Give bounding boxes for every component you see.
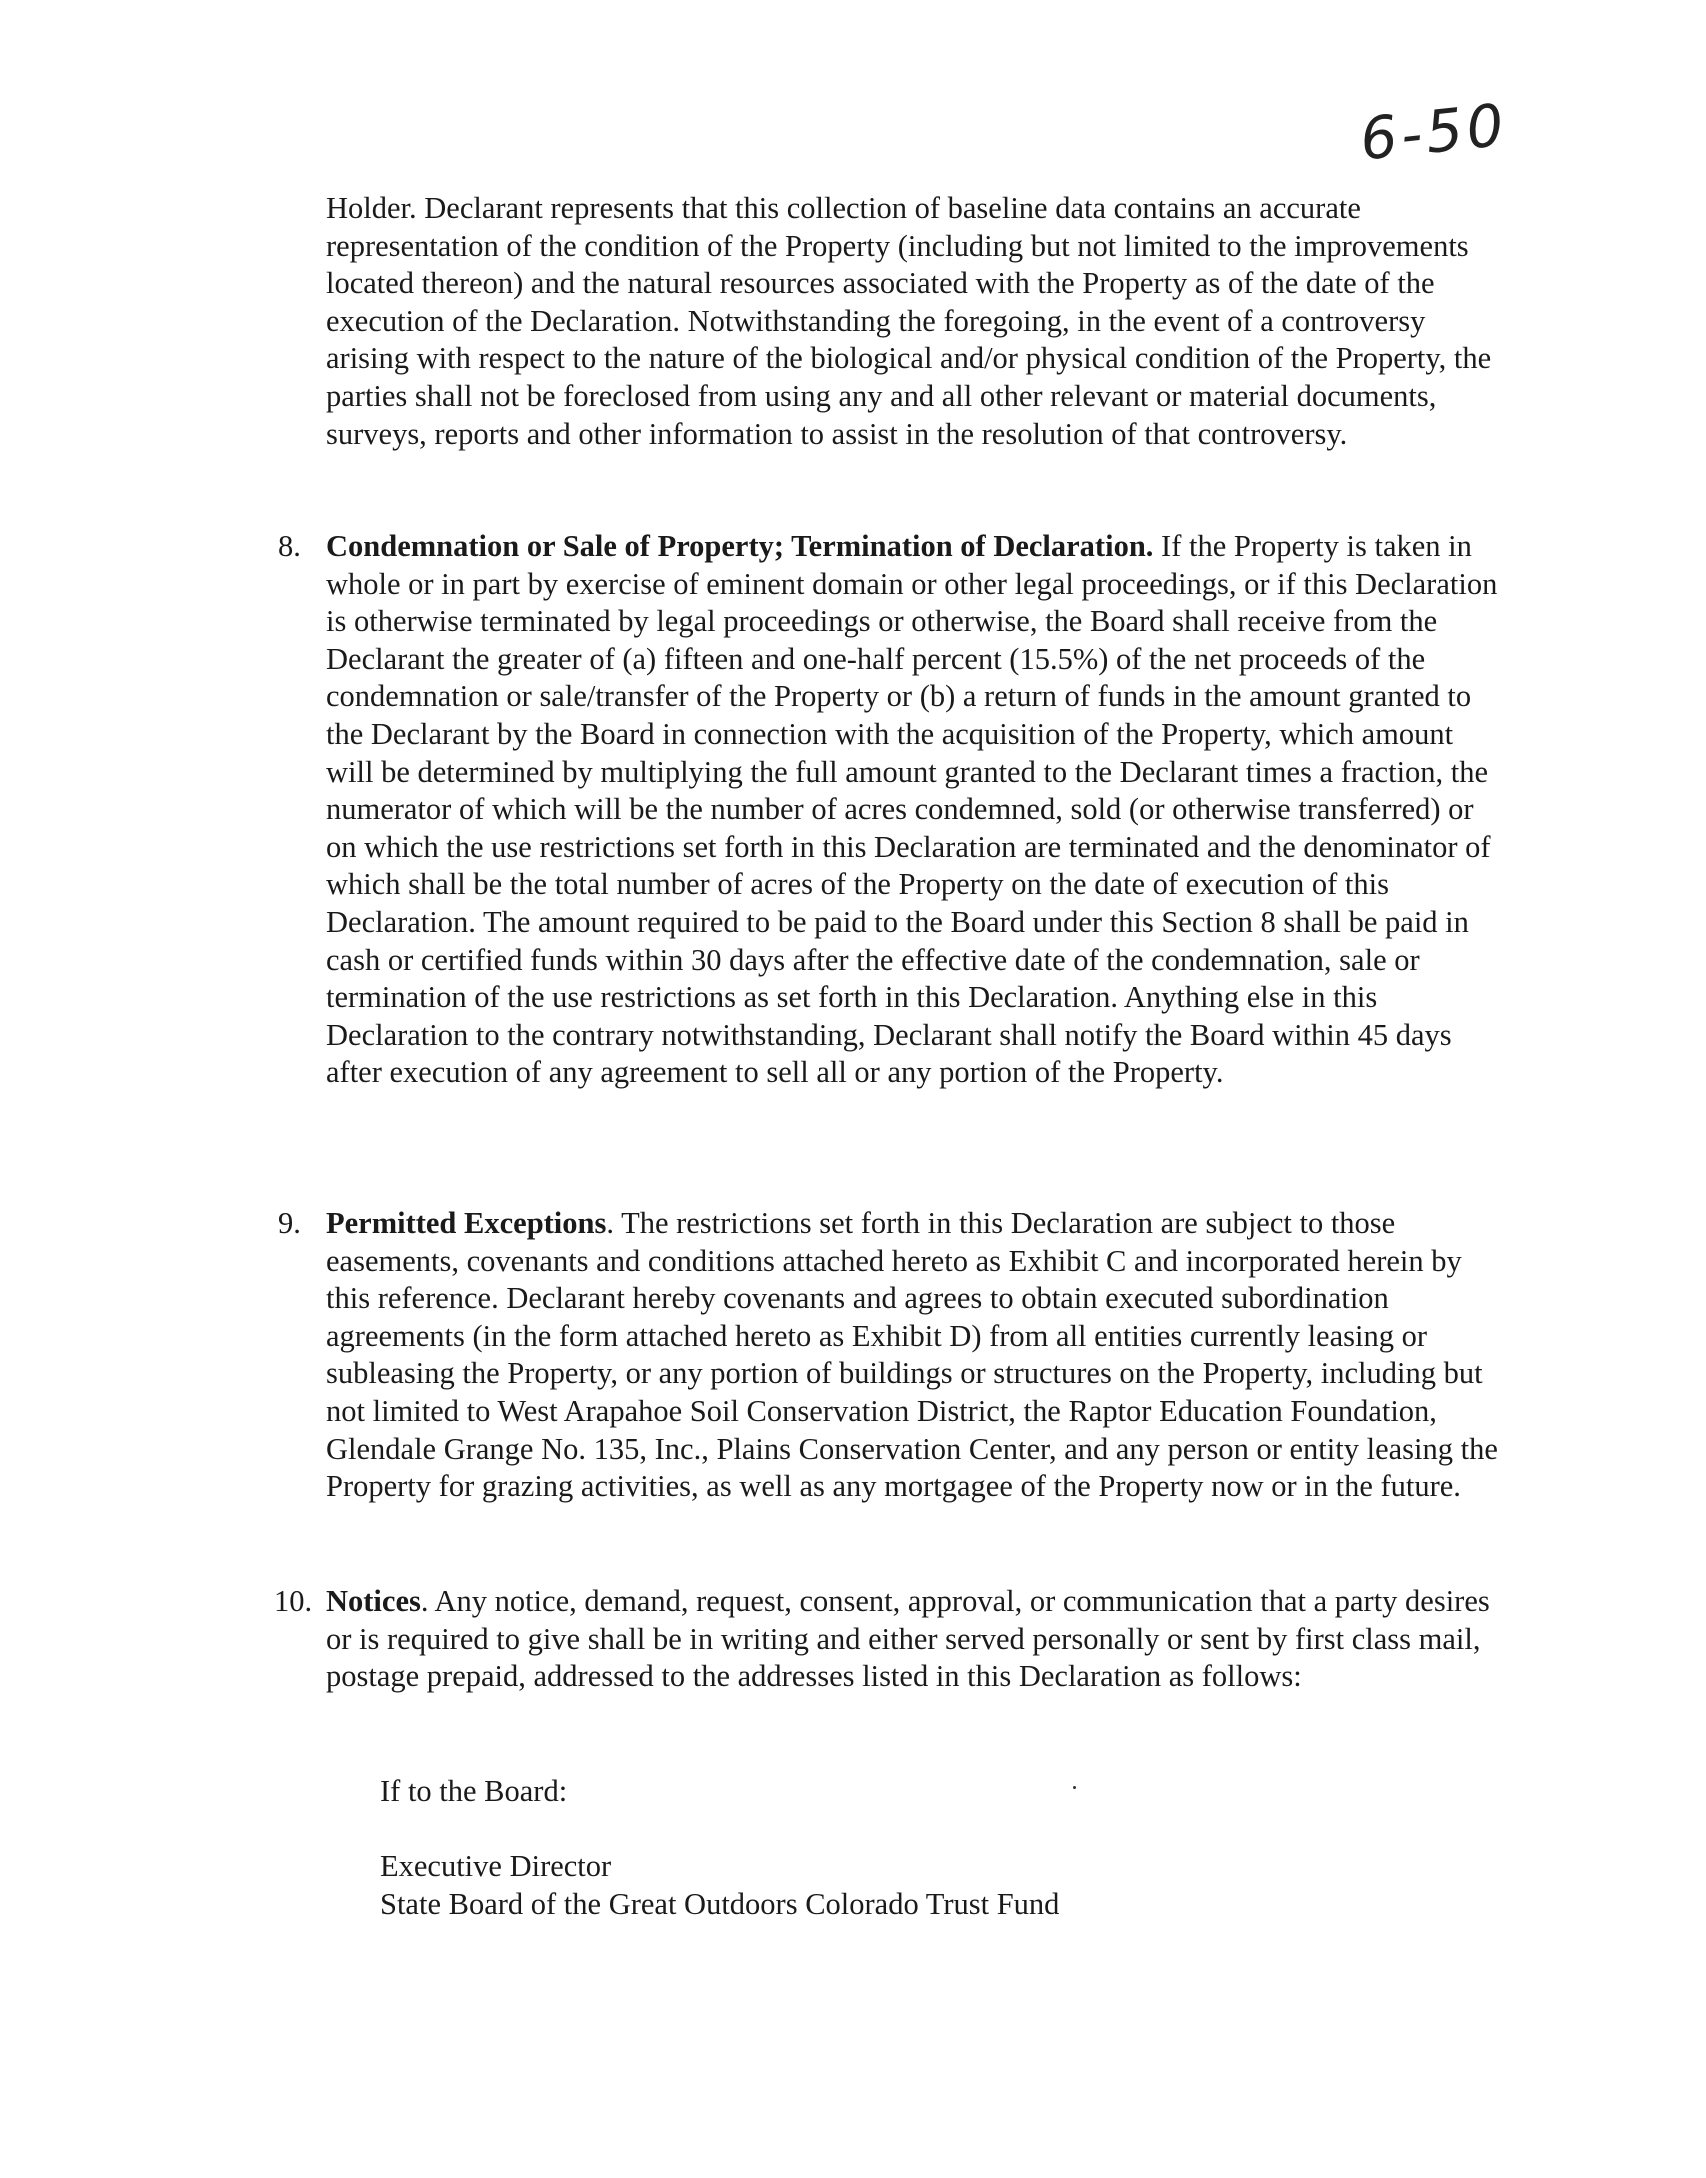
section-10: [274, 1583, 1500, 1696]
section-number: 10.: [274, 1584, 313, 1618]
intro-paragraph: Holder. Declarant represents that this collection of baseline data contains an accurate representation of the condition of the Property (including but not limited to the improvements located thereon) and the natural resources associated with the Property as of the date of the execution of the Declaration. Notwithstanding the foregoing, in the event of a controversy arising with respect to the nature of the biological and/or physical condition of the Property, the parties shall not be foreclosed from using any and all other relevant or material documents, surveys, reports and other information to assist in the resolution of that controversy.: [326, 191, 1492, 451]
section-body: [326, 528, 1500, 1092]
scan-speck: [1073, 1786, 1076, 1789]
section-heading: Condemnation or Sale of Property; Termination of Declaration.: [326, 529, 1154, 563]
address-line-2: State Board of the Great Outdoors Colorado Trust Fund: [380, 1887, 1060, 1921]
section-9: [278, 1205, 1500, 1506]
section-number: 9.: [278, 1206, 301, 1240]
section-body: [326, 1583, 1500, 1696]
handwritten-page-number: 6-50: [1356, 90, 1511, 174]
section-number: 8.: [278, 529, 301, 563]
section-8: [278, 528, 1500, 1092]
section-heading: Notices: [326, 1584, 421, 1618]
notice-recipient-label: If to the Board:: [380, 1774, 568, 1808]
section-text: If the Property is taken in whole or in part by exercise of eminent domain or other legal proceedings, or if this Declaration is otherwise terminated by legal proceedings or otherwise, the Board shall receive from the Declarant the greater of (a) fifteen and one-half percent (15.5%) of the net proceeds of the condemnation or sale/transfer of the Property or (b) a return of funds in the amount granted to the Declarant by the Board in connection with the acquisition of the Property, which amount will be determined by multiplying the full amount granted to the Declarant times a fraction, the numerator of which will be the number of acres condemned, sold (or otherwise transferred) or on which the use restrictions set forth in this Declaration are terminated and the denominator of which shall be the total number of acres of the Property on the date of execution of this Declaration. The amount required to be paid to the Board under this Section 8 shall be paid in cash or certified funds within 30 days after the effective date of the condemnation, sale or termination of the use restrictions as set forth in this Declaration. Anything else in this Declaration to the contrary notwithstanding, Declarant shall notify the Board within 45 days after execution of any agreement to sell all or any portion of the Property.: [326, 529, 1498, 1090]
section-body: [326, 1205, 1500, 1506]
address-line-1: Executive Director: [380, 1849, 612, 1883]
section-text: . The restrictions set forth in this Declaration are subject to those easements, covenants and conditions attached hereto as Exhibit C and incorporated herein by this reference. Declarant hereby covenants and agrees to obtain executed subordination agreements (in the form attached hereto as Exhibit D) from all entities currently leasing or subleasing the Property, or any portion of buildings or structures on the Property, including but not limited to West Arapahoe Soil Conservation District, the Raptor Education Foundation, Glendale Grange No. 135, Inc., Plains Conservation Center, and any person or entity leasing the Property for grazing activities, as well as any mortgagee of the Property now or in the future.: [326, 1206, 1498, 1504]
section-heading: Permitted Exceptions: [326, 1206, 607, 1240]
section-text: . Any notice, demand, request, consent, approval, or communication that a party desires or is required to give shall be in writing and either served personally or sent by first class mail, postage prepaid, addressed to the addresses listed in this Declaration as follows:: [326, 1584, 1490, 1694]
